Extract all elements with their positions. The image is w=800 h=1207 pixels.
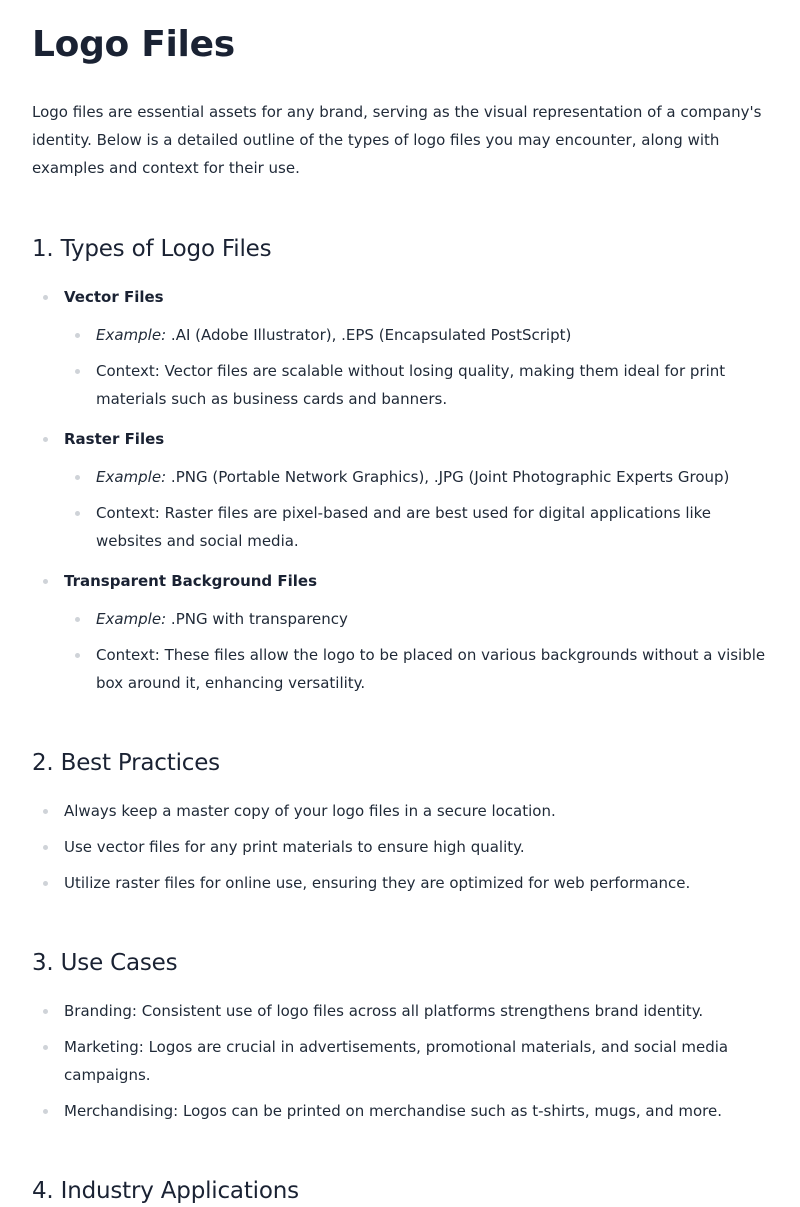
example-label: Example: [96,326,167,344]
list-item-transparent-files [32,567,768,697]
term-label: Vector Files [64,288,164,306]
list-item: Use vector files for any print materials to ensure high quality. [32,833,768,861]
example-item [64,605,768,633]
context-item: Context: These files allow the logo to be placed on various backgrounds without a visible box around it, enhancing versatility. [64,641,768,697]
example-text: .PNG (Portable Network Graphics), .JPG (Joint Photographic Experts Group) [170,468,730,486]
example-text: .AI (Adobe Illustrator), .EPS (Encapsulated PostScript) [170,326,572,344]
section-heading-best-practices: 2. Best Practices [32,750,220,776]
section-heading-use-cases: 3. Use Cases [32,950,178,976]
example-text: .PNG with transparency [170,610,348,628]
context-item: Context: Vector files are scalable without losing quality, making them ideal for print materials such as business cards and banners. [64,357,768,413]
example-label: Example: [96,610,167,628]
sub-list [64,463,768,555]
list-item: Always keep a master copy of your logo files in a secure location. [32,797,768,825]
sub-list [64,321,768,413]
list-item: Utilize raster files for online use, ensuring they are optimized for web performance. [32,869,768,897]
list-item: Branding: Consistent use of logo files across all platforms strengthens brand identity. [32,997,768,1025]
section-heading-types: 1. Types of Logo Files [32,236,272,262]
best-practices-list [32,797,768,897]
list-item-raster-files [32,425,768,555]
context-item: Context: Raster files are pixel-based and are best used for digital applications like websites and social media. [64,499,768,555]
intro-paragraph: Logo files are essential assets for any brand, serving as the visual representation of a company's identity. Below is a detailed outline of the types of logo files you may encounter, along with examples and context for their use. [32,103,762,177]
list-item: Marketing: Logos are crucial in advertisements, promotional materials, and social media campaigns. [32,1033,768,1089]
section-heading-industry: 4. Industry Applications [32,1178,299,1204]
example-item [64,463,768,491]
example-label: Example: [96,468,167,486]
list-item-vector-files [32,283,768,413]
term-label: Raster Files [64,430,165,448]
term-label: Transparent Background Files [64,572,318,590]
example-item [64,321,768,349]
sub-list [64,605,768,697]
use-cases-list [32,997,768,1125]
list-item: Merchandising: Logos can be printed on merchandise such as t-shirts, mugs, and more. [32,1097,768,1125]
page-title: Logo Files [32,24,235,65]
types-list [32,283,768,697]
